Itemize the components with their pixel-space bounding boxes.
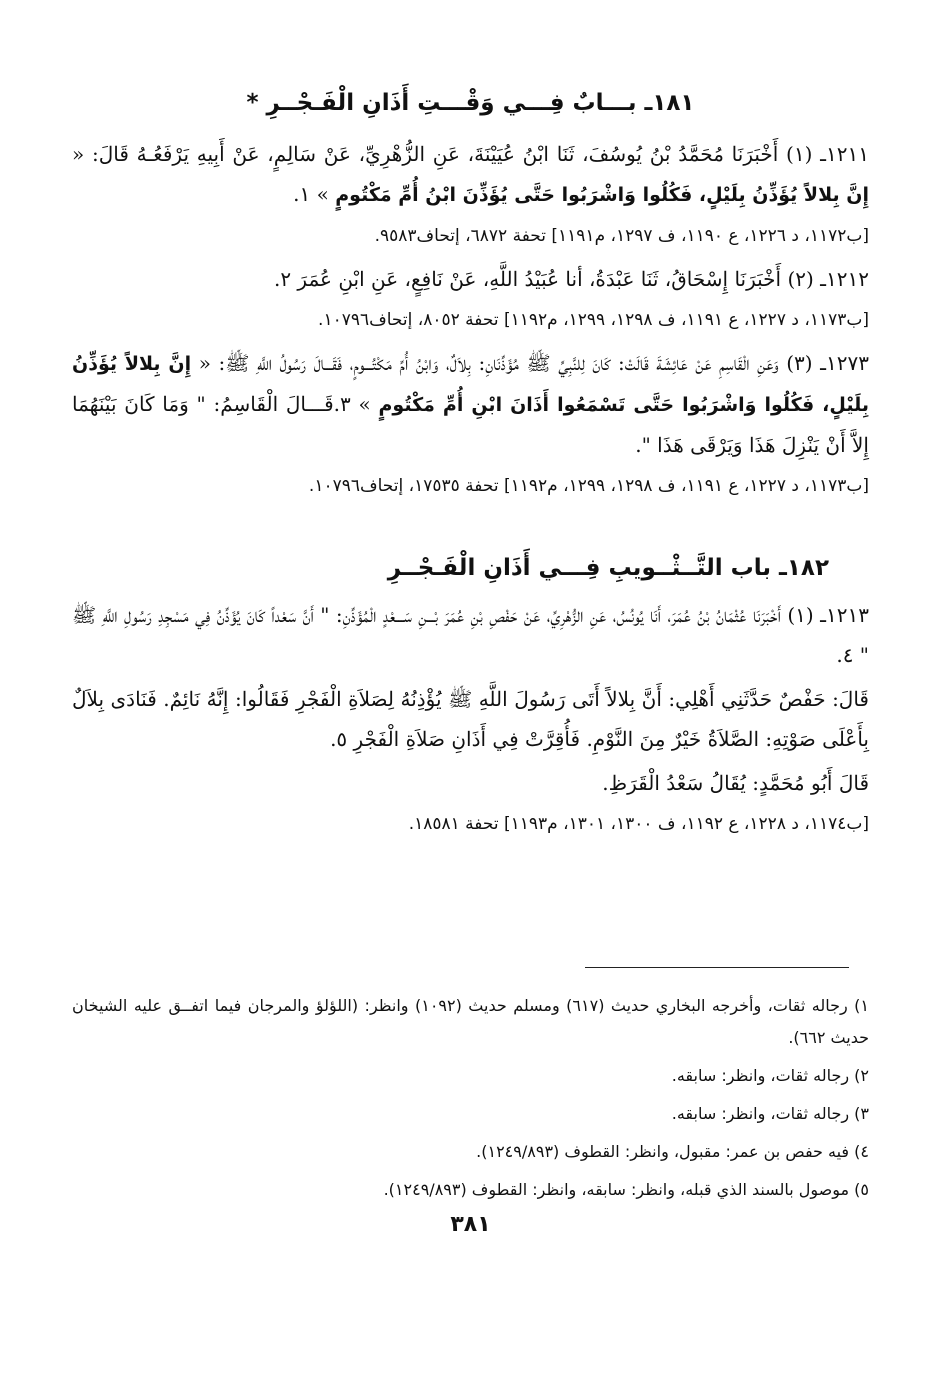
footnote-4: ٤) فيه حفص بن عمر: مقبول، وانظر: القطوف (١٢٤٩/٨٩٣). [476,1142,869,1161]
page-number: ٣٨١ [450,1212,491,1237]
reference-1213: [ب١١٧٤، د ١٢٢٨، ع ١١٩٢، ف ١٣٠٠، ١٣٠١، م١١٩٣] تحفة ١٨٥٨١. [408,814,869,834]
hadith-1212: ١٢١٢ـ (٢) أَخْبَرَنَا إِسْحَاقُ، ثَنَا عَبْدَةُ، أنا عُبَيْدُ اللَّهِ، عَنْ نَافِعٍ، عَنِ ابْنِ عُمَرَ ٢. [273,267,869,291]
hadith-1273-lead: ١٢٧٣ـ (٣) وَعَنِ الْقَاسِمِ عَنْ عَائِشَةَ قَالَتْ: كَانَ لِلنَّبِيِّ ﷺ مُؤَذِّنَانِ: بِلاَلٌ، وَابْنُ أُمِّ مَكْتُـــومٍ، فَقَـــالَ رَسُولُ اللَّهِ ﷺ: « [191,351,869,375]
hadith-1211-lead: ١٢١١ـ (١) أَخْبَرَنَا مُحَمَّدُ بْنُ يُوسُفَ، ثَنَا ابْنُ عُيَيْنَةَ، عَنِ الزُّهْرِيِّ، عَنْ سَالِمٍ، عَنْ أَبِيهِ يَرْفَعُـهُ قَالَ: « [72,142,869,166]
hadith-1213-continuation: قَالَ: حَفْصٌ حَدَّثَنِي أَهْلِي: أَنَّ بِلالاً أَتَى رَسُولَ اللَّهِ ﷺ يُؤْذِنُهُ لِصَلاَةِ الْفَجْرِ فَقَالُوا: إِنَّهُ نَائِمٌ. فَنَادَى بِلاَلٌ بِأَعْلَى صَوْتِهِ: الصَّلاَةُ خَيْرٌ مِنَ النَّوْمِ. فَأُقِرَّتْ فِي أَذَانِ صَلاَةِ الْفَجْرِ ٥. [72,687,869,751]
footnote-divider [585,967,849,968]
footnote-1: ١) رجاله ثقات، وأخرجه البخاري حديث (٦١٧) ومسلم حديث (١٠٩٢) وانظر: (اللؤلؤ والمرجان فيما اتفــق عليه الشيخان حديث ٦٦٢). [72,996,870,1047]
reference-1212: [ب١١٧٣، د ١٢٢٧، ع ١١٩١، ف ١٢٩٨، ١٢٩٩، م١١٩٢] تحفة ٨٠٥٢، إتحاف١٠٧٩٦. [318,310,869,330]
chapter-title-181: ١٨١ـ بـــابٌ فِـــي وَقْـــتِ أَذَانِ الْفَـجْــرِ * [246,90,695,116]
footnote-3: ٣) رجاله ثقات، وانظر: سابقه. [671,1104,869,1123]
reference-1211: [ب١١٧٢، د ١٢٢٦، ع ١١٩٠، ف ١٢٩٧، م١١٩١] تحفة ٦٨٧٢، إتحاف٩٥٨٣. [374,226,869,246]
hadith-1273-tail: » ٣.قَـــالَ الْقَاسِمُ: " وَمَا كَانَ بَيْنَهُمَا إِلاَّ أَنْ يَنْزِلَ هَذَا وَيَرْقَى هَذَا ". [72,392,869,457]
chapter-title-182: ١٨٢ـ باب التَّــثْــويبِ فِـــي أَذَانِ الْفَـجْــرِ [387,555,829,581]
reference-1273: [ب١١٧٣، د ١٢٢٧، ع ١١٩١، ف ١٢٩٨، ١٢٩٩، م١١٩٢] تحفة ١٧٥٣٥، إتحاف١٠٧٩٦. [308,476,869,496]
hadith-1211 [72,134,869,215]
hadith-1273-quote: إِنَّ بِلالاً يُؤَذِّنُ بِلَيْلٍ، فَكُلُوا وَاشْرَبُوا حَتَّى تَسْمَعُوا أَذَانَ ابْنِ أُمِّ مَكْتُومٍ [72,353,869,416]
hadith-1211-tail: » ١. [293,182,336,206]
hadith-1213: ١٢١٣ـ (١) أَخْبَرَنَا عُثْمَانُ بْنُ عُمَرَ، أَنَا يُونُسُ، عَنِ الزُّهْرِيِّ، عَنْ حَفْصِ بْنِ عُمَرَ بْـــنِ سَـــعْدٍ الْمُؤَذِّنِ: " أَنَّ سَعْداً كَانَ يُؤَذِّنُ فِي مَسْجِدِ رَسُولِ اللَّهِ ﷺ " ٤. [72,603,869,667]
hadith-1211-quote: إِنَّ بِلالاً يُؤَذِّنُ بِلَيْلٍ، فَكُلُوا وَاشْرَبُوا حَتَّى يُؤَذِّنَ ابْنُ أُمِّ مَكْتُومٍ [335,184,869,206]
footnote-2: ٢) رجاله ثقات، وانظر: سابقه. [671,1066,869,1085]
hadith-1273 [72,343,869,465]
footnote-5: ٥) موصول بالسند الذي قبله، وانظر: سابقه، وانظر: القطوف (١٢٤٩/٨٩٣). [383,1180,869,1199]
footnotes [72,990,869,1206]
hadith-1213-note: قَالَ أَبُو مُحَمَّدٍ: يُقَالُ سَعْدُ الْقَرَظِ. [602,771,869,795]
